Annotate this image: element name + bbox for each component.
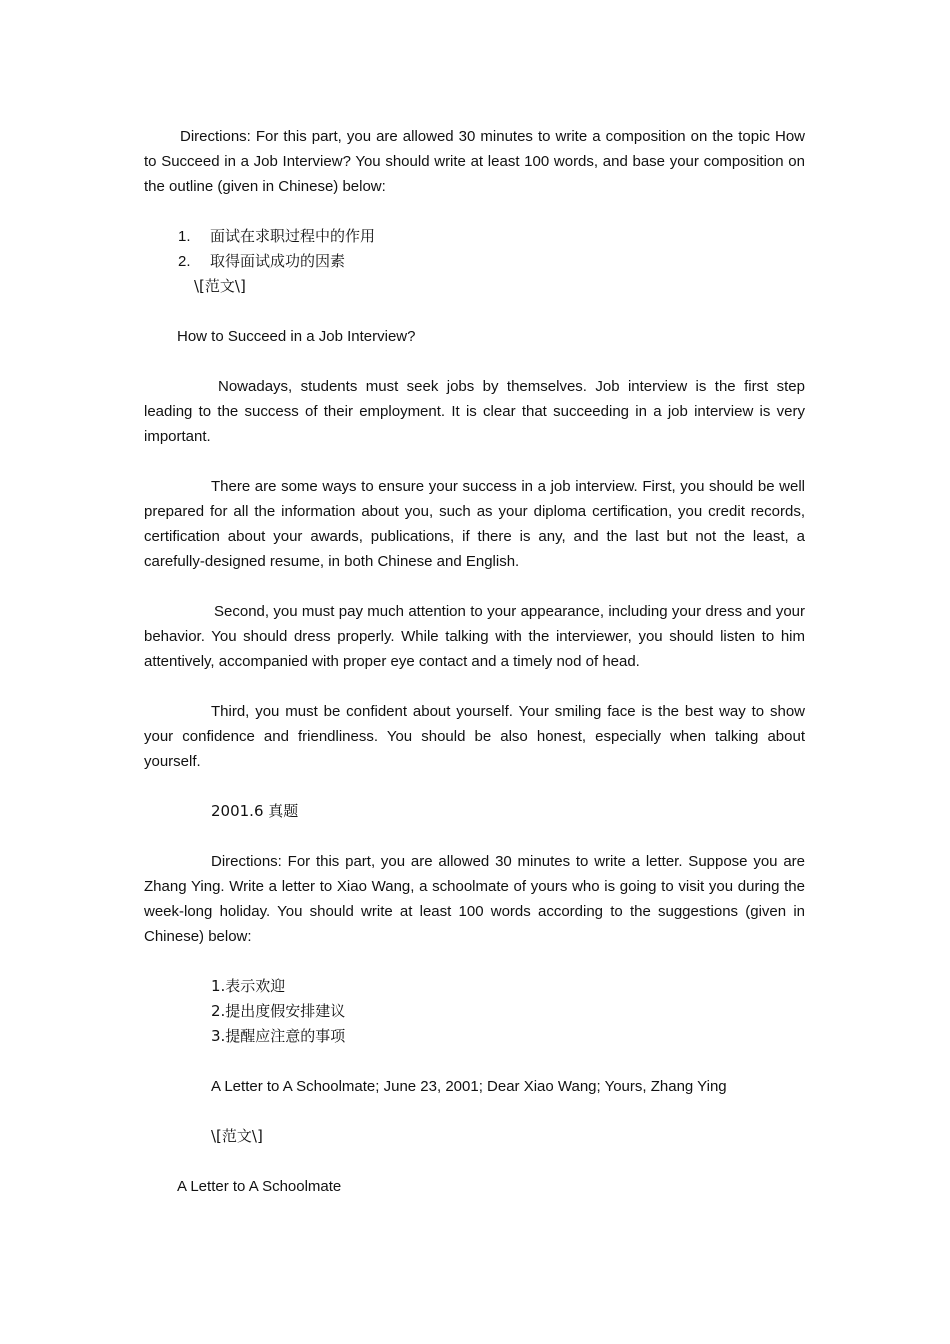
list-number: 2. (178, 253, 191, 270)
list-item (144, 224, 805, 249)
letter-title: A Letter to A Schoolmate (177, 1178, 342, 1195)
letter-cues: A Letter to A Schoolmate; June 23, 2001; Dear Xiao Wang; Yours, Zhang Ying (211, 1078, 727, 1095)
list-text: 取得面试成功的因素 (210, 252, 346, 270)
document-page (144, 124, 805, 1199)
list-text: 面试在求职过程中的作用 (210, 227, 376, 245)
outline-list-1 (144, 224, 805, 274)
directions-paragraph-1: Directions: For this part, you are allowed 30 minutes to write a composition on the topic How to Succeed in a Job Interview? You should write at least 100 words, and base your composition on the outline (given in Chinese) below: (144, 128, 805, 195)
exam-heading: 2001.6 真题 (211, 802, 299, 820)
outline-list-2 (144, 974, 805, 1049)
essay-paragraph: Nowadays, students must seek jobs by themselves. Job interview is the first step leading to the success of their employment. It is clear that succeeding in a job interview is very important. (144, 378, 805, 445)
essay-paragraph: Second, you must pay much attention to your appearance, including your dress and your behavior. You should dress properly. While talking with the interviewer, you should listen to him attentively, accompanied with proper eye contact and a timely nod of head. (144, 603, 805, 670)
list-item: 1.表示欢迎 (211, 977, 286, 995)
essay-title: How to Succeed in a Job Interview? (177, 328, 416, 345)
sample-label: \[范文\] (211, 1127, 263, 1145)
list-item: 3.提醒应注意的事项 (211, 1027, 346, 1045)
essay-paragraph: Third, you must be confident about yourself. Your smiling face is the best way to show your confidence and friendliness. You should be also honest, especially when talking about yourself. (144, 703, 805, 770)
directions-paragraph-2: Directions: For this part, you are allowed 30 minutes to write a letter. Suppose you are Zhang Ying. Write a letter to Xiao Wang, a schoolmate of yours who is going to visit you during the week-long holiday. You should write at least 100 words according to the suggestions (given in Chinese) below: (144, 853, 805, 945)
sample-label: \[范文\] (194, 277, 246, 295)
list-number: 1. (178, 228, 191, 245)
list-item (144, 249, 805, 274)
list-item: 2.提出度假安排建议 (211, 1002, 346, 1020)
essay-paragraph: There are some ways to ensure your success in a job interview. First, you should be well prepared for all the information about you, such as your diploma certification, you credit records, certification about your awards, publications, if there is any, and the last but not the least, a carefully-designed resume, in both Chinese and English. (144, 478, 805, 570)
